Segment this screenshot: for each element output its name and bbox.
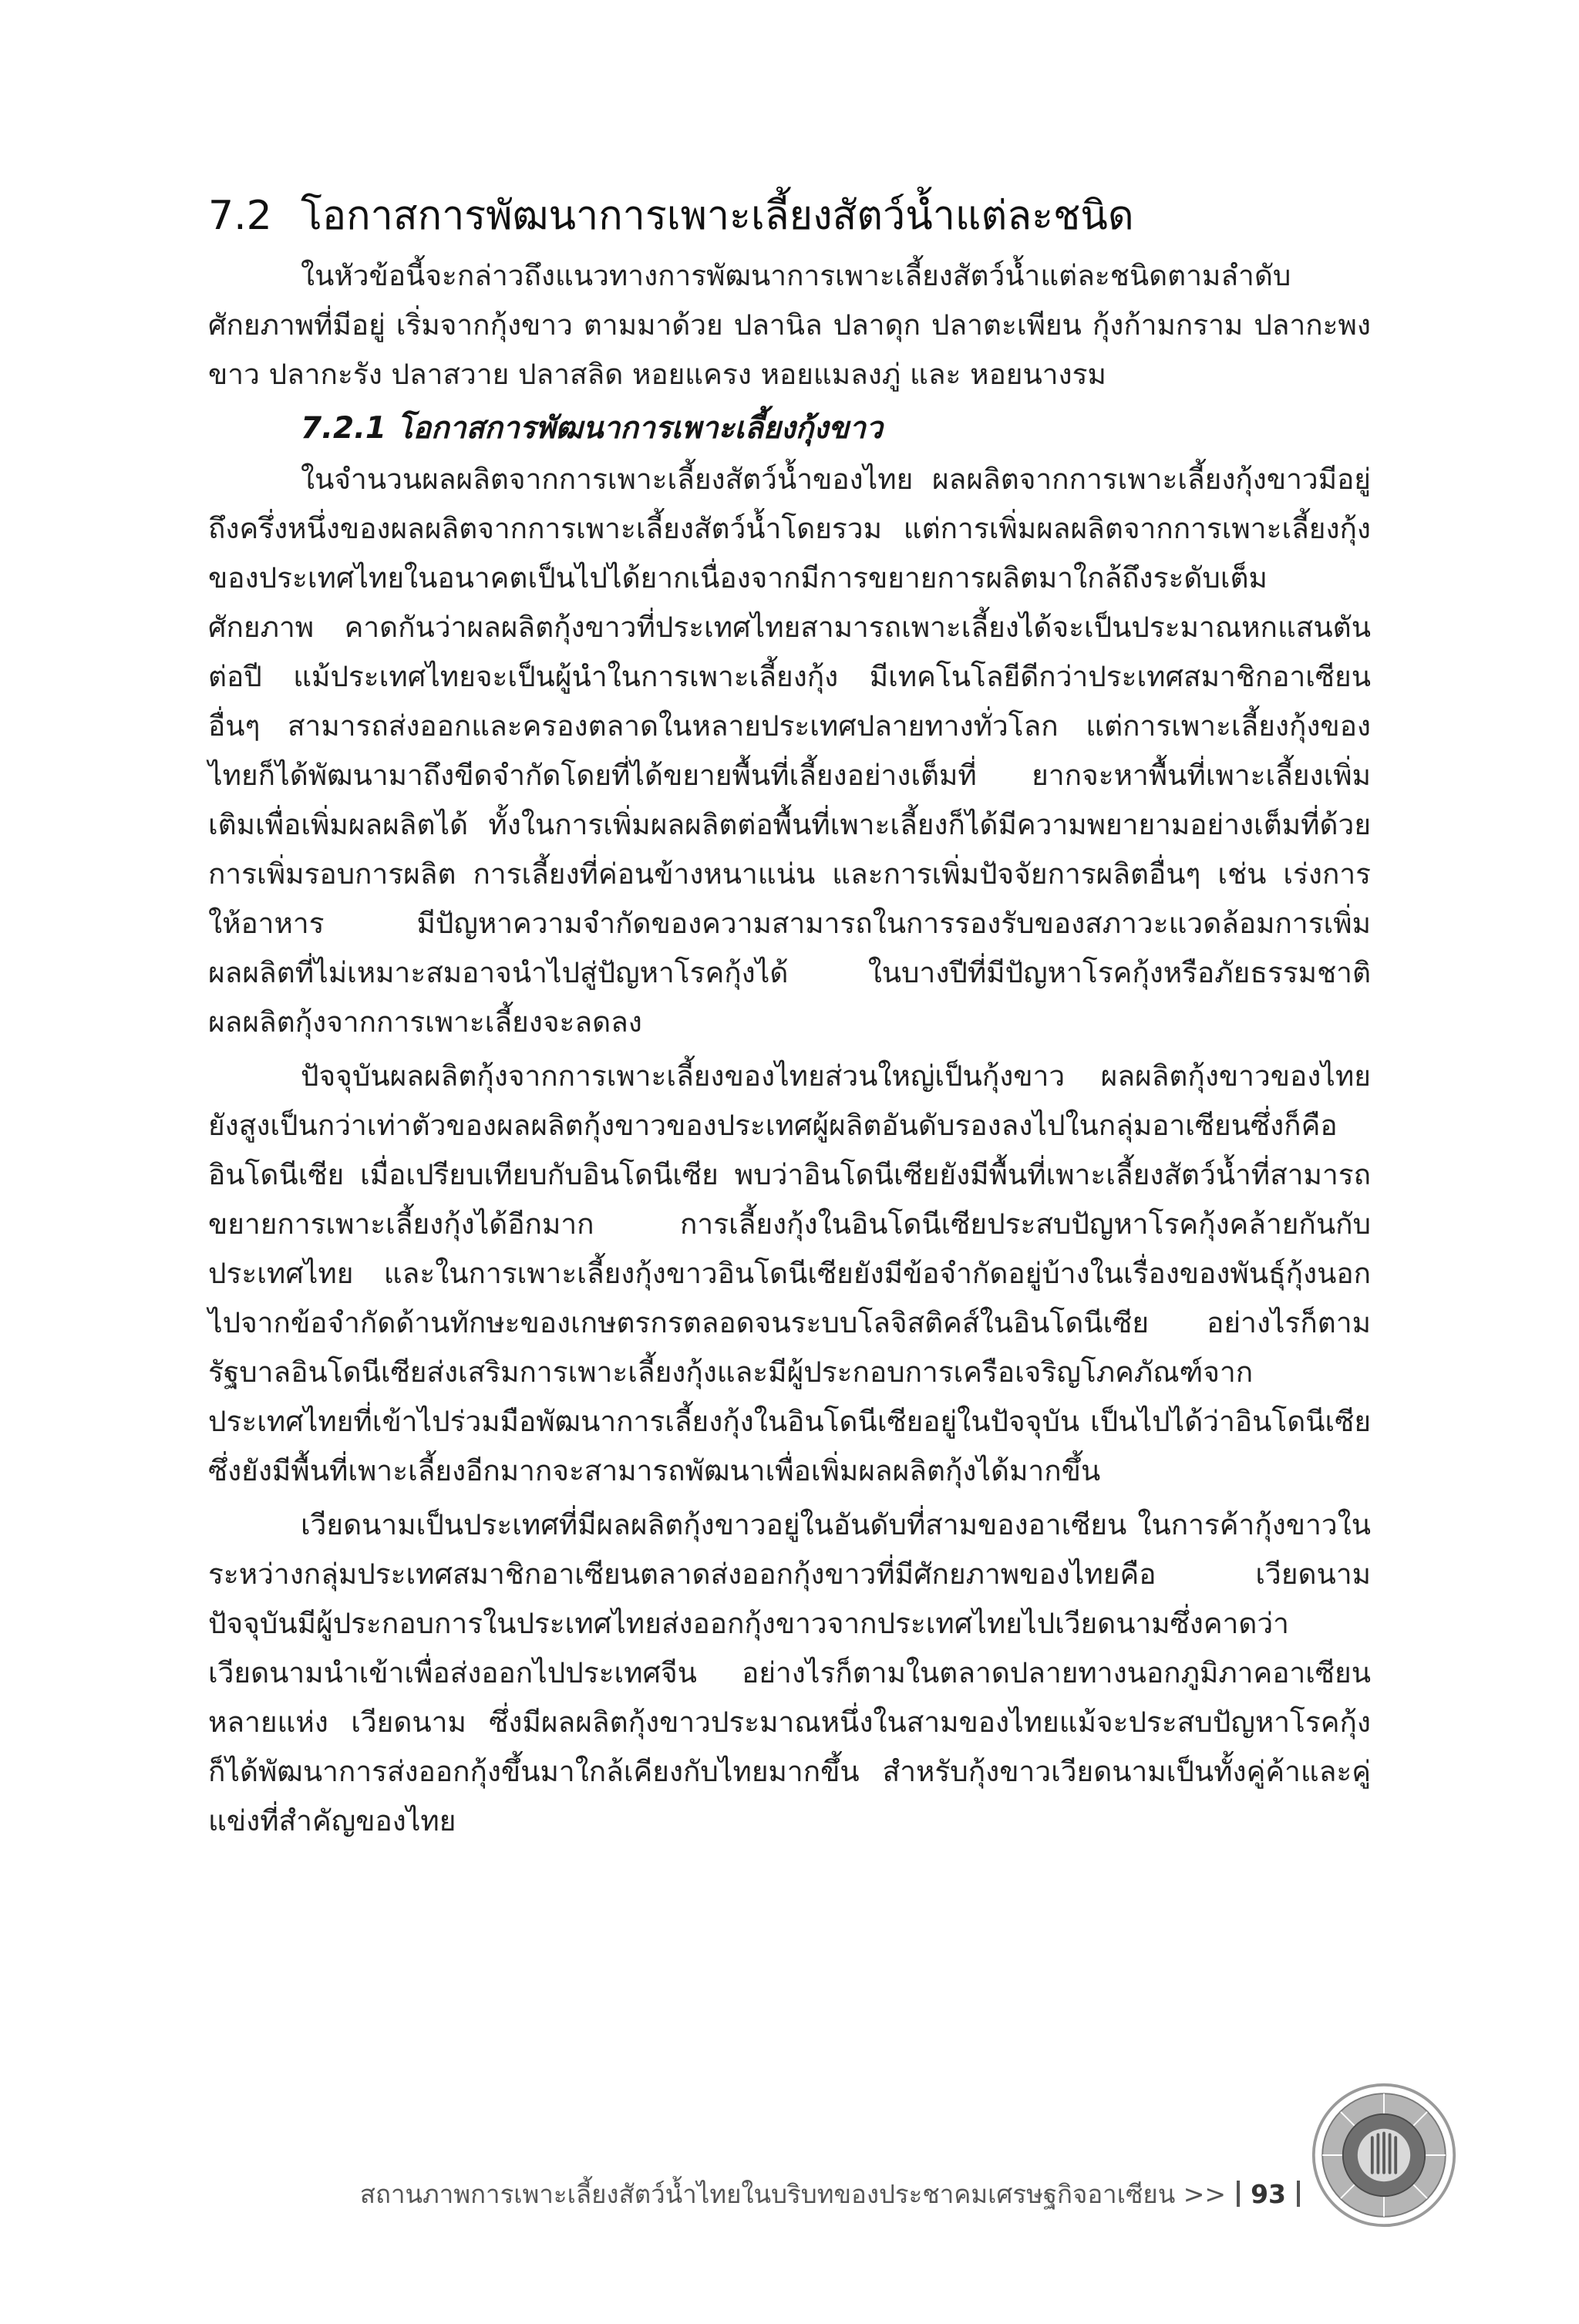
body-paragraph-1: ในจำนวนผลผลิตจากการเพาะเลี้ยงสัตว์น้ำของไทย ผลผลิตจากการเพาะเลี้ยงกุ้งขาวมีอยู่ถึงครึ่งหนึ่งของผลผลิตจากการเพาะเลี้ยงสัตว์น้ำโดยรวม แต่การเพิ่มผลผลิตจากการเพาะเลี้ยงกุ้งของประเทศไทยในอนาคตเป็นไปได้ยากเนื่องจากมีการขยายการผลิตมาใกล้ถึงระดับเต็มศักยภาพ คาดกันว่าผลผลิตกุ้งขาวที่ประเทศไทยสามารถเพาะเลี้ยงได้จะเป็นประมาณหกแสนตันต่อปี แม้ประเทศไทยจะเป็นผู้นำในการเพาะเลี้ยงกุ้ง มีเทคโนโลยีดีกว่าประเทศสมาชิกอาเซียนอื่นๆ สามารถส่งออกและครองตลาดในหลายประเทศปลายทางทั่วโลก แต่การเพาะเลี้ยงกุ้งของไทยก็ได้พัฒนามาถึงขีดจำกัดโดยที่ได้ขยายพื้นที่เลี้ยงอย่างเต็มที่ ยากจะหาพื้นที่เพาะเลี้ยงเพิ่มเติมเพื่อเพิ่มผลผลิตได้ ทั้งในการเพิ่มผลผลิตต่อพื้นที่เพาะเลี้ยงก็ได้มีความพยายามอย่างเต็มที่ด้วยการเพิ่มรอบการผลิต การเลี้ยงที่ค่อนข้างหนาแน่น และการเพิ่มปัจจัยการผลิตอื่นๆ เช่น เร่งการให้อาหาร มีปัญหาความจำกัดของความสามารถในการรองรับของสภาวะแวดล้อมการเพิ่มผลผลิตที่ไม่เหมาะสมอาจนำไปสู่ปัญหาโรคกุ้งได้ ในบางปีที่มีปัญหาโรคกุ้งหรือภัยธรรมชาติผลผลิตกุ้งจากการเพาะเลี้ยงจะลดลง <box>208 463 1371 1039</box>
asean-emblem-icon <box>1311 2082 1457 2228</box>
body-paragraph-2: ปัจจุบันผลผลิตกุ้งจากการเพาะเลี้ยงของไทยส่วนใหญ่เป็นกุ้งขาว ผลผลิตกุ้งขาวของไทยยังสูงเป็นกว่าเท่าตัวของผลผลิตกุ้งขาวของประเทศผู้ผลิตอันดับรองลงไปในกลุ่มอาเซียนซึ่งก็คืออินโดนีเซีย เมื่อเปรียบเทียบกับอินโดนีเซีย พบว่าอินโดนีเซียยังมีพื้นที่เพาะเลี้ยงสัตว์น้ำที่สามารถขยายการเพาะเลี้ยงกุ้งได้อีกมาก การเลี้ยงกุ้งในอินโดนีเซียประสบปัญหาโรคกุ้งคล้ายกันกับประเทศไทย และในการเพาะเลี้ยงกุ้งขาวอินโดนีเซียยังมีข้อจำกัดอยู่บ้างในเรื่องของพันธุ์กุ้งนอกไปจากข้อจำกัดด้านทักษะของเกษตรกรตลอดจนระบบโลจิสติคส์ในอินโดนีเซีย อย่างไรก็ตามรัฐบาลอินโดนีเซียส่งเสริมการเพาะเลี้ยงกุ้งและมีผู้ประกอบการเครือเจริญโภคภัณฑ์จากประเทศไทยที่เข้าไปร่วมมือพัฒนาการเลี้ยงกุ้งในอินโดนีเซียอยู่ในปัจจุบัน เป็นไปได้ว่าอินโดนีเซียซึ่งยังมีพื้นที่เพาะเลี้ยงอีกมากจะสามารถพัฒนาเพื่อเพิ่มผลผลิตกุ้งได้มากขึ้น <box>208 1059 1371 1487</box>
body-paragraph-3: เวียดนามเป็นประเทศที่มีผลผลิตกุ้งขาวอยู่ในอันดับที่สามของอาเซียน ในการค้ากุ้งขาวในระหว่างกลุ่มประเทศสมาชิกอาเซียนตลาดส่งออกกุ้งขาวที่มีศักยภาพของไทยคือ เวียดนาม ปัจจุบันมีผู้ประกอบการในประเทศไทยส่งออกกุ้งขาวจากประเทศไทยไปเวียดนามซึ่งคาดว่าเวียดนามนำเข้าเพื่อส่งออกไปประเทศจีน อย่างไรก็ตามในตลาดปลายทางนอกภูมิภาคอาเซียนหลายแห่ง เวียดนาม ซึ่งมีผลผลิตกุ้งขาวประมาณหนึ่งในสามของไทยแม้จะประสบปัญหาโรคกุ้งก็ได้พัฒนาการส่งออกกุ้งขึ้นมาใกล้เคียงกับไทยมากขึ้น สำหรับกุ้งขาวเวียดนามเป็นทั้งคู่ค้าและคู่แข่งที่สำคัญของไทย <box>208 1508 1371 1837</box>
subsection-title: 7.2.1 โอกาสการพัฒนาการเพาะเลี้ยงกุ้งขาว <box>301 411 883 446</box>
intro-paragraph: ในหัวข้อนี้จะกล่าวถึงแนวทางการพัฒนาการเพาะเลี้ยงสัตว์น้ำแต่ละชนิดตามลำดับศักยภาพที่มีอยู่ เริ่มจากกุ้งขาว ตามมาด้วย ปลานิล ปลาดุก ปลาตะเพียน กุ้งก้ามกราม ปลากะพงขาว ปลากะรัง ปลาสวาย ปลาสลิด หอยแครง หอยแมลงภู่ และ หอยนางรม <box>208 259 1371 391</box>
section-number: 7.2 <box>208 193 272 239</box>
page-number: 93 <box>1251 2178 1286 2209</box>
footer-separator <box>1237 2181 1240 2207</box>
section-title: โอกาสการพัฒนาการเพาะเลี้ยงสัตว์น้ำแต่ละชนิด <box>301 193 1134 239</box>
page-content <box>208 185 1371 1851</box>
footer-title: สถานภาพการเพาะเลี้ยงสัตว์น้ำไทยในบริบทของประชาคมเศรษฐกิจอาเซียน >> <box>359 2178 1227 2209</box>
section-heading <box>208 185 1371 247</box>
footer-separator-end <box>1297 2181 1300 2207</box>
page-footer <box>0 2171 1311 2217</box>
